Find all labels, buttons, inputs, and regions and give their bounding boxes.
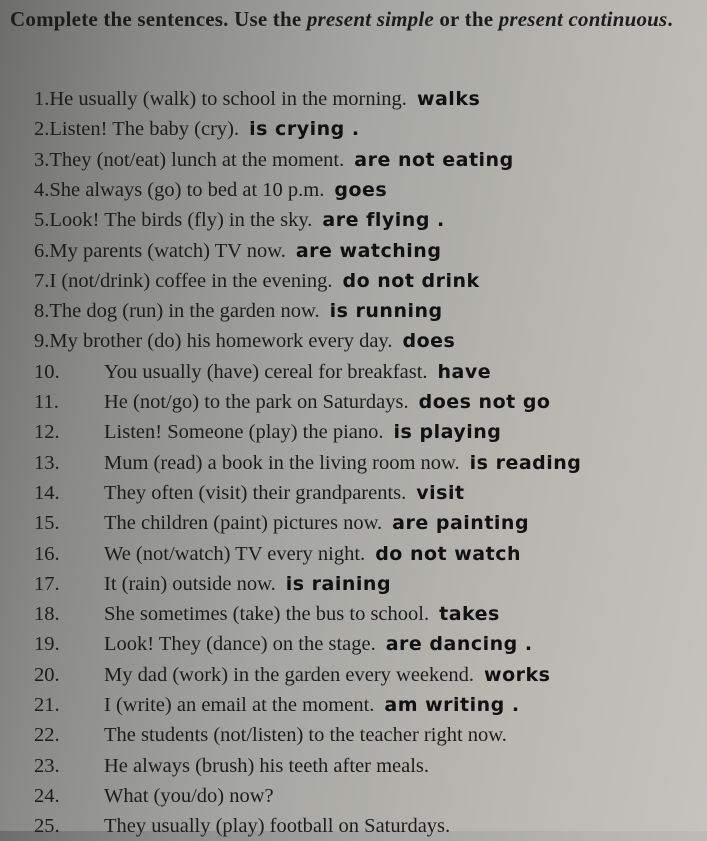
exercise-sentence: The children (paint) pictures now. <box>104 512 383 535</box>
instructions-text: . <box>667 7 673 31</box>
exercise-sentence: My parents (watch) TV now. <box>49 239 286 262</box>
exercise-item <box>34 236 441 266</box>
exercise-number: 9. <box>34 330 50 353</box>
exercise-number: 14. <box>34 481 60 504</box>
exercise-item <box>34 781 274 811</box>
handwritten-answer: takes <box>439 603 500 626</box>
instructions-emphasis-present-simple: present simple <box>306 7 434 31</box>
exercise-item <box>34 539 521 569</box>
exercise-sentence: Listen! Someone (play) the piano. <box>104 421 384 444</box>
exercise-item <box>34 690 520 720</box>
exercise-item <box>34 266 480 296</box>
exercise-sentence: I (write) an email at the moment. <box>104 694 375 716</box>
exercise-item <box>34 84 480 114</box>
exercise-number: 1. <box>34 88 50 110</box>
exercise-item <box>34 175 387 205</box>
instructions-text: Complete the sentences. Use the <box>10 7 307 31</box>
exercise-number: 17. <box>34 572 60 595</box>
handwritten-answer: are watching <box>295 239 442 262</box>
handwritten-answer: walks <box>416 88 481 110</box>
instructions-emphasis-present-continuous: present continuous <box>498 7 668 31</box>
exercise-sentence: The dog (run) in the garden now. <box>49 300 320 323</box>
exercise-item <box>34 751 429 781</box>
exercise-sentence: They usually (play) football on Saturdays. <box>104 815 451 838</box>
handwritten-answer: is playing <box>393 421 502 444</box>
exercise-item <box>34 629 533 659</box>
exercise-sentence: Look! The birds (fly) in the sky. <box>49 209 313 232</box>
handwritten-answer: works <box>484 663 551 686</box>
exercise-sentence: They (not/eat) lunch at the moment. <box>49 148 345 171</box>
handwritten-answer: do not watch <box>375 542 521 565</box>
exercise-number: 12. <box>34 421 60 444</box>
exercise-number: 22. <box>34 724 60 747</box>
exercise-number: 16. <box>34 542 60 565</box>
exercise-item <box>34 326 455 356</box>
exercise-item <box>34 417 501 447</box>
exercise-sentence: My brother (do) his homework every day. <box>49 330 393 353</box>
handwritten-answer: do not drink <box>342 269 480 292</box>
handwritten-answer: is running <box>329 300 443 323</box>
exercise-sentence: He (not/go) to the park on Saturdays. <box>104 391 409 413</box>
exercise-item <box>34 205 445 235</box>
exercise-item <box>34 569 391 599</box>
exercise-number: 2. <box>34 118 50 141</box>
exercise-item <box>34 448 581 478</box>
exercise-item <box>34 720 507 750</box>
exercise-number: 20. <box>34 663 60 686</box>
exercise-number: 3. <box>34 148 50 171</box>
exercise-sentence: He usually (walk) to school in the morning. <box>49 88 407 110</box>
exercise-sentence: Mum (read) a book in the living room now. <box>104 451 460 474</box>
handwritten-answer: am writing . <box>384 694 520 716</box>
handwritten-answer: are dancing . <box>385 633 533 656</box>
exercise-sentence: I (not/drink) coffee in the evening. <box>49 269 333 292</box>
exercise-sentence: Look! They (dance) on the stage. <box>104 633 376 656</box>
exercise-item <box>34 296 443 326</box>
exercise-sentence: She always (go) to bed at 10 p.m. <box>49 178 325 201</box>
instructions-text: or the <box>433 7 499 31</box>
exercise-number: 13. <box>34 451 60 474</box>
exercise-sentence: My dad (work) in the garden every weekend. <box>104 663 475 686</box>
handwritten-answer: are flying . <box>322 209 445 232</box>
exercise-number: 8. <box>34 300 50 323</box>
exercise-number: 11. <box>34 391 59 413</box>
exercise-sentence: The students (not/listen) to the teacher right now. <box>104 724 507 747</box>
exercise-sentence: It (rain) outside now. <box>104 572 276 595</box>
handwritten-answer: is raining <box>285 572 392 595</box>
exercise-item <box>34 478 465 508</box>
handwritten-answer: visit <box>416 481 465 504</box>
handwritten-answer: does not go <box>418 391 551 413</box>
exercise-item <box>34 387 551 417</box>
exercise-sentence: Listen! The baby (cry). <box>49 118 240 141</box>
exercise-item <box>34 660 550 690</box>
exercise-sentence: He always (brush) his teeth after meals. <box>104 754 430 777</box>
exercise-number: 24. <box>34 784 60 807</box>
handwritten-answer: have <box>437 360 492 383</box>
handwritten-answer: does <box>402 330 456 353</box>
exercise-number: 6. <box>34 239 50 262</box>
exercise-number: 7. <box>34 269 50 292</box>
exercise-number: 23. <box>34 754 60 777</box>
exercise-number: 18. <box>34 603 60 626</box>
handwritten-answer: are not eating <box>354 148 514 171</box>
exercise-item <box>34 145 514 175</box>
exercise-item <box>34 599 500 629</box>
instructions <box>10 4 690 34</box>
exercise-sentence: What (you/do) now? <box>104 784 274 807</box>
exercise-sentence: You usually (have) cereal for breakfast. <box>104 360 428 383</box>
exercise-sentence: We (not/watch) TV every night. <box>104 542 366 565</box>
handwritten-answer: is crying . <box>249 118 360 141</box>
exercise-item <box>34 357 491 387</box>
exercise-number: 10. <box>34 360 60 383</box>
handwritten-answer: is reading <box>469 451 582 474</box>
exercise-number: 4. <box>34 178 50 201</box>
exercise-item <box>34 114 360 144</box>
exercise-number: 15. <box>34 512 60 535</box>
handwritten-answer: goes <box>334 178 388 201</box>
exercise-number: 19. <box>34 633 60 656</box>
exercise-item <box>34 811 450 841</box>
exercise-sentence: They often (visit) their grandparents. <box>104 481 407 504</box>
exercise-number: 5. <box>34 209 50 232</box>
exercise-number: 21. <box>34 694 60 716</box>
exercise-item <box>34 508 529 538</box>
exercise-number: 25. <box>34 815 60 838</box>
exercise-sentence: She sometimes (take) the bus to school. <box>104 603 430 626</box>
handwritten-answer: are painting <box>392 512 530 535</box>
